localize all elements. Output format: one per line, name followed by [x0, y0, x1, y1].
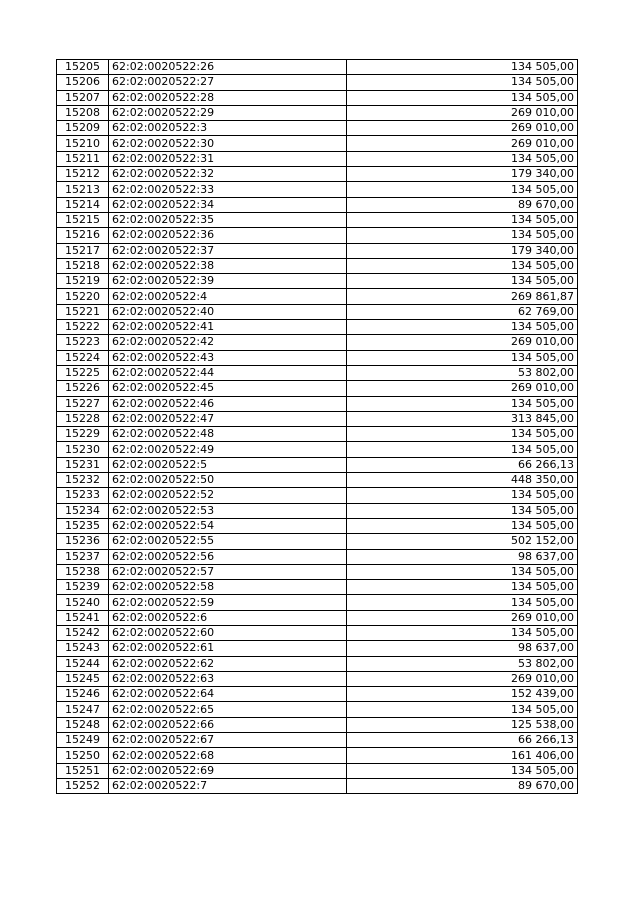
- value-cell: 134 505,00: [347, 442, 578, 457]
- row-number-cell: 15230: [57, 442, 109, 457]
- cadastral-number-cell: 62:02:0020522:41: [109, 320, 347, 335]
- cadastral-number-cell: 62:02:0020522:67: [109, 733, 347, 748]
- row-number-cell: 15224: [57, 350, 109, 365]
- cadastral-value-table: [56, 59, 578, 794]
- cadastral-number-cell: 62:02:0020522:44: [109, 365, 347, 380]
- cadastral-number-cell: 62:02:0020522:56: [109, 549, 347, 564]
- cadastral-number-cell: 62:02:0020522:32: [109, 167, 347, 182]
- value-cell: 98 637,00: [347, 641, 578, 656]
- table-row: [57, 274, 578, 289]
- row-number-cell: 15220: [57, 289, 109, 304]
- cadastral-number-cell: 62:02:0020522:40: [109, 304, 347, 319]
- cadastral-number-cell: 62:02:0020522:52: [109, 488, 347, 503]
- value-cell: 269 010,00: [347, 121, 578, 136]
- cadastral-number-cell: 62:02:0020522:39: [109, 274, 347, 289]
- table-row: [57, 258, 578, 273]
- table-row: [57, 748, 578, 763]
- row-number-cell: 15211: [57, 151, 109, 166]
- table-row: [57, 350, 578, 365]
- row-number-cell: 15250: [57, 748, 109, 763]
- value-cell: 134 505,00: [347, 350, 578, 365]
- cadastral-number-cell: 62:02:0020522:64: [109, 687, 347, 702]
- cadastral-number-cell: 62:02:0020522:46: [109, 396, 347, 411]
- table-row: [57, 457, 578, 472]
- value-cell: 62 769,00: [347, 304, 578, 319]
- row-number-cell: 15238: [57, 564, 109, 579]
- cadastral-number-cell: 62:02:0020522:5: [109, 457, 347, 472]
- table-row: [57, 610, 578, 625]
- cadastral-number-cell: 62:02:0020522:58: [109, 580, 347, 595]
- row-number-cell: 15212: [57, 167, 109, 182]
- value-cell: 134 505,00: [347, 488, 578, 503]
- cadastral-number-cell: 62:02:0020522:26: [109, 60, 347, 75]
- row-number-cell: 15252: [57, 778, 109, 793]
- table-row: [57, 671, 578, 686]
- row-number-cell: 15249: [57, 733, 109, 748]
- cadastral-number-cell: 62:02:0020522:4: [109, 289, 347, 304]
- cadastral-number-cell: 62:02:0020522:65: [109, 702, 347, 717]
- row-number-cell: 15248: [57, 717, 109, 732]
- cadastral-number-cell: 62:02:0020522:30: [109, 136, 347, 151]
- row-number-cell: 15229: [57, 427, 109, 442]
- cadastral-number-cell: 62:02:0020522:69: [109, 763, 347, 778]
- row-number-cell: 15237: [57, 549, 109, 564]
- cadastral-number-cell: 62:02:0020522:38: [109, 258, 347, 273]
- cadastral-number-cell: 62:02:0020522:54: [109, 518, 347, 533]
- value-cell: 89 670,00: [347, 778, 578, 793]
- cadastral-number-cell: 62:02:0020522:48: [109, 427, 347, 442]
- value-cell: 179 340,00: [347, 167, 578, 182]
- table-row: [57, 488, 578, 503]
- cadastral-number-cell: 62:02:0020522:43: [109, 350, 347, 365]
- value-cell: 134 505,00: [347, 182, 578, 197]
- row-number-cell: 15245: [57, 671, 109, 686]
- row-number-cell: 15241: [57, 610, 109, 625]
- row-number-cell: 15234: [57, 503, 109, 518]
- table-row: [57, 641, 578, 656]
- cadastral-number-cell: 62:02:0020522:37: [109, 243, 347, 258]
- value-cell: 134 505,00: [347, 60, 578, 75]
- row-number-cell: 15240: [57, 595, 109, 610]
- table-row: [57, 289, 578, 304]
- row-number-cell: 15213: [57, 182, 109, 197]
- table-row: [57, 212, 578, 227]
- row-number-cell: 15228: [57, 411, 109, 426]
- cadastral-number-cell: 62:02:0020522:55: [109, 534, 347, 549]
- value-cell: 98 637,00: [347, 549, 578, 564]
- value-cell: 134 505,00: [347, 595, 578, 610]
- table-row: [57, 396, 578, 411]
- value-cell: 134 505,00: [347, 90, 578, 105]
- table-row: [57, 534, 578, 549]
- cadastral-number-cell: 62:02:0020522:6: [109, 610, 347, 625]
- value-cell: 134 505,00: [347, 702, 578, 717]
- value-cell: 134 505,00: [347, 151, 578, 166]
- row-number-cell: 15235: [57, 518, 109, 533]
- table-row: [57, 136, 578, 151]
- table-row: [57, 151, 578, 166]
- table-row: [57, 182, 578, 197]
- cadastral-number-cell: 62:02:0020522:28: [109, 90, 347, 105]
- table-row: [57, 580, 578, 595]
- row-number-cell: 15247: [57, 702, 109, 717]
- value-cell: 161 406,00: [347, 748, 578, 763]
- value-cell: 53 802,00: [347, 656, 578, 671]
- cadastral-number-cell: 62:02:0020522:3: [109, 121, 347, 136]
- value-cell: 269 010,00: [347, 671, 578, 686]
- row-number-cell: 15244: [57, 656, 109, 671]
- table-row: [57, 427, 578, 442]
- row-number-cell: 15227: [57, 396, 109, 411]
- row-number-cell: 15215: [57, 212, 109, 227]
- cadastral-number-cell: 62:02:0020522:31: [109, 151, 347, 166]
- value-cell: 269 010,00: [347, 335, 578, 350]
- value-cell: 134 505,00: [347, 228, 578, 243]
- row-number-cell: 15251: [57, 763, 109, 778]
- table-row: [57, 90, 578, 105]
- row-number-cell: 15217: [57, 243, 109, 258]
- row-number-cell: 15214: [57, 197, 109, 212]
- cadastral-number-cell: 62:02:0020522:42: [109, 335, 347, 350]
- row-number-cell: 15206: [57, 75, 109, 90]
- table-row: [57, 320, 578, 335]
- row-number-cell: 15219: [57, 274, 109, 289]
- cadastral-number-cell: 62:02:0020522:59: [109, 595, 347, 610]
- cadastral-number-cell: 62:02:0020522:66: [109, 717, 347, 732]
- value-cell: 269 010,00: [347, 136, 578, 151]
- value-cell: 134 505,00: [347, 763, 578, 778]
- value-cell: 269 861,87: [347, 289, 578, 304]
- table-row: [57, 365, 578, 380]
- value-cell: 269 010,00: [347, 610, 578, 625]
- row-number-cell: 15236: [57, 534, 109, 549]
- table-row: [57, 503, 578, 518]
- table-row: [57, 518, 578, 533]
- cadastral-number-cell: 62:02:0020522:62: [109, 656, 347, 671]
- table-row: [57, 304, 578, 319]
- table-row: [57, 121, 578, 136]
- value-cell: 125 538,00: [347, 717, 578, 732]
- value-cell: 134 505,00: [347, 564, 578, 579]
- value-cell: 134 505,00: [347, 212, 578, 227]
- row-number-cell: 15242: [57, 625, 109, 640]
- table-row: [57, 702, 578, 717]
- table-row: [57, 717, 578, 732]
- row-number-cell: 15216: [57, 228, 109, 243]
- value-cell: 134 505,00: [347, 427, 578, 442]
- cadastral-number-cell: 62:02:0020522:29: [109, 105, 347, 120]
- value-cell: 134 505,00: [347, 274, 578, 289]
- row-number-cell: 15233: [57, 488, 109, 503]
- table-row: [57, 595, 578, 610]
- value-cell: 66 266,13: [347, 457, 578, 472]
- cadastral-number-cell: 62:02:0020522:61: [109, 641, 347, 656]
- value-cell: 313 845,00: [347, 411, 578, 426]
- table-row: [57, 625, 578, 640]
- value-cell: 134 505,00: [347, 320, 578, 335]
- table-row: [57, 105, 578, 120]
- cadastral-number-cell: 62:02:0020522:34: [109, 197, 347, 212]
- cadastral-number-cell: 62:02:0020522:33: [109, 182, 347, 197]
- cadastral-number-cell: 62:02:0020522:57: [109, 564, 347, 579]
- cadastral-number-cell: 62:02:0020522:53: [109, 503, 347, 518]
- row-number-cell: 15221: [57, 304, 109, 319]
- row-number-cell: 15239: [57, 580, 109, 595]
- row-number-cell: 15208: [57, 105, 109, 120]
- cadastral-number-cell: 62:02:0020522:49: [109, 442, 347, 457]
- table-row: [57, 473, 578, 488]
- table-row: [57, 778, 578, 793]
- cadastral-number-cell: 62:02:0020522:45: [109, 381, 347, 396]
- row-number-cell: 15218: [57, 258, 109, 273]
- row-number-cell: 15207: [57, 90, 109, 105]
- table-row: [57, 75, 578, 90]
- cadastral-number-cell: 62:02:0020522:47: [109, 411, 347, 426]
- row-number-cell: 15232: [57, 473, 109, 488]
- cadastral-number-cell: 62:02:0020522:27: [109, 75, 347, 90]
- value-cell: 448 350,00: [347, 473, 578, 488]
- table-row: [57, 335, 578, 350]
- cadastral-number-cell: 62:02:0020522:36: [109, 228, 347, 243]
- value-cell: 66 266,13: [347, 733, 578, 748]
- table-row: [57, 763, 578, 778]
- table-body: [57, 60, 578, 794]
- row-number-cell: 15226: [57, 381, 109, 396]
- value-cell: 269 010,00: [347, 105, 578, 120]
- value-cell: 179 340,00: [347, 243, 578, 258]
- table-row: [57, 243, 578, 258]
- document-page: [56, 59, 577, 794]
- cadastral-number-cell: 62:02:0020522:7: [109, 778, 347, 793]
- table-row: [57, 733, 578, 748]
- row-number-cell: 15222: [57, 320, 109, 335]
- value-cell: 269 010,00: [347, 381, 578, 396]
- row-number-cell: 15225: [57, 365, 109, 380]
- cadastral-number-cell: 62:02:0020522:60: [109, 625, 347, 640]
- table-row: [57, 411, 578, 426]
- table-row: [57, 167, 578, 182]
- cadastral-number-cell: 62:02:0020522:68: [109, 748, 347, 763]
- table-row: [57, 381, 578, 396]
- table-row: [57, 687, 578, 702]
- row-number-cell: 15231: [57, 457, 109, 472]
- table-row: [57, 442, 578, 457]
- value-cell: 134 505,00: [347, 258, 578, 273]
- row-number-cell: 15209: [57, 121, 109, 136]
- value-cell: 134 505,00: [347, 580, 578, 595]
- table-row: [57, 549, 578, 564]
- value-cell: 89 670,00: [347, 197, 578, 212]
- cadastral-number-cell: 62:02:0020522:50: [109, 473, 347, 488]
- table-row: [57, 656, 578, 671]
- value-cell: 134 505,00: [347, 396, 578, 411]
- row-number-cell: 15210: [57, 136, 109, 151]
- value-cell: 53 802,00: [347, 365, 578, 380]
- table-row: [57, 228, 578, 243]
- value-cell: 152 439,00: [347, 687, 578, 702]
- table-row: [57, 197, 578, 212]
- row-number-cell: 15246: [57, 687, 109, 702]
- value-cell: 134 505,00: [347, 75, 578, 90]
- table-row: [57, 564, 578, 579]
- table-row: [57, 60, 578, 75]
- row-number-cell: 15205: [57, 60, 109, 75]
- value-cell: 502 152,00: [347, 534, 578, 549]
- value-cell: 134 505,00: [347, 503, 578, 518]
- cadastral-number-cell: 62:02:0020522:35: [109, 212, 347, 227]
- row-number-cell: 15223: [57, 335, 109, 350]
- value-cell: 134 505,00: [347, 625, 578, 640]
- row-number-cell: 15243: [57, 641, 109, 656]
- value-cell: 134 505,00: [347, 518, 578, 533]
- cadastral-number-cell: 62:02:0020522:63: [109, 671, 347, 686]
